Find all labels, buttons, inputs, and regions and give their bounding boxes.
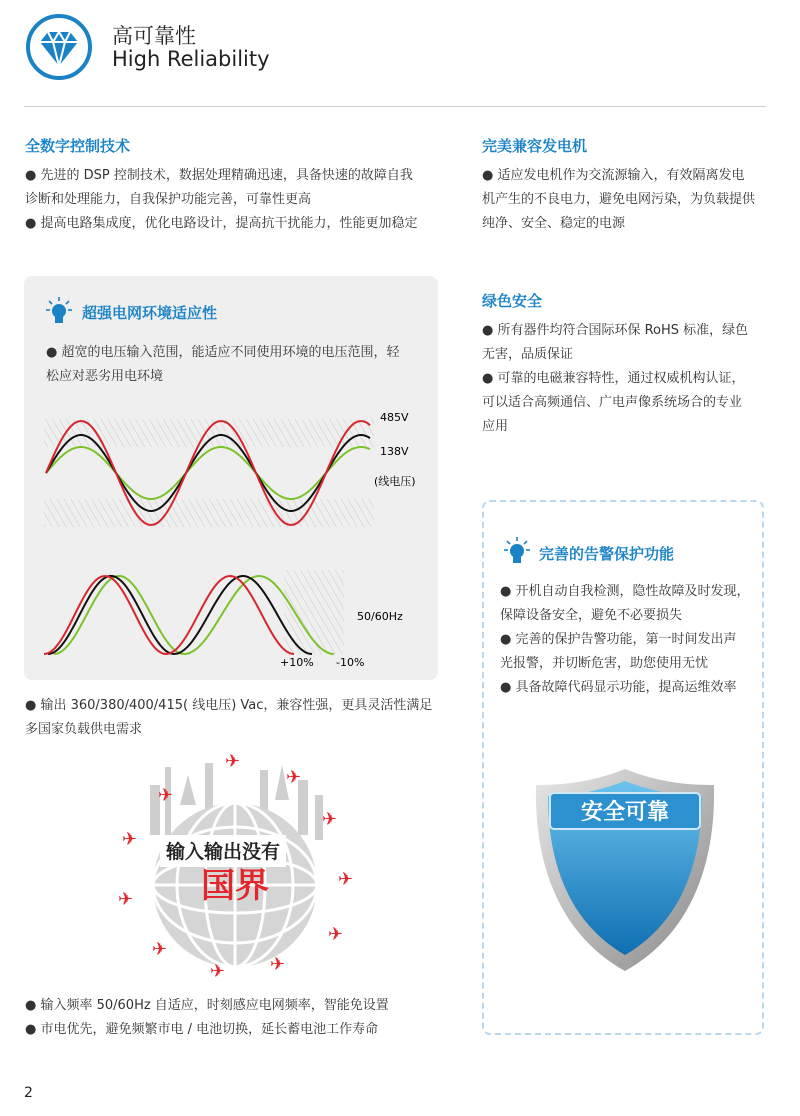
page-title-cn: 高可靠性 xyxy=(112,24,196,48)
hatch-band-bottom xyxy=(44,499,374,527)
globe-line1: 输入输出没有 xyxy=(165,841,281,863)
alarm-text xyxy=(500,580,760,700)
svg-text:✈: ✈ xyxy=(286,767,302,788)
label-minus-10: -10% xyxy=(336,656,365,669)
hatch-band-top xyxy=(44,419,374,447)
text-line: ● 超宽的电压输入范围，能适应不同使用环境的电压范围，轻 xyxy=(46,345,400,360)
section-title-grid: 超强电网环境适应性 xyxy=(82,304,218,322)
wave-red-freq xyxy=(44,576,294,654)
globe-illustration xyxy=(110,745,360,980)
text-line: ● 市电优先，避免频繁市电 / 电池切换，延长蓄电池工作寿命 xyxy=(25,1022,379,1037)
brand-logo xyxy=(26,14,92,80)
output-text xyxy=(25,694,455,742)
wave-green xyxy=(46,447,370,499)
page-number: 2 xyxy=(24,1085,33,1101)
lightbulb-icon xyxy=(504,536,530,566)
page-title-en: High Reliability xyxy=(112,47,270,71)
header-divider xyxy=(24,106,766,107)
text-line: 机产生的不良电力，避免电网污染，为负载提供 xyxy=(482,192,756,207)
text-line: ● 输出 360/380/400/415( 线电压) Vac，兼容性强，更具灵活性满足 xyxy=(25,698,433,713)
text-line: 应用 xyxy=(482,419,509,434)
svg-text:✈: ✈ xyxy=(225,751,241,772)
shield-text: 安全可靠 xyxy=(580,800,670,825)
svg-text:✈: ✈ xyxy=(152,939,168,960)
section-title-green: 绿色安全 xyxy=(482,292,543,310)
svg-text:✈: ✈ xyxy=(270,954,286,975)
text-line: 松应对恶劣用电环境 xyxy=(46,369,164,384)
text-line: ● 所有器件均符合国际环保 RoHS 标准，绿色 xyxy=(482,323,749,338)
text-line: 光报警，并切断危害，助您使用无忧 xyxy=(500,656,709,671)
svg-text:✈: ✈ xyxy=(158,785,174,806)
label-138v: 138V xyxy=(380,445,409,458)
green-text xyxy=(482,319,777,439)
text-line: ● 输入频率 50/60Hz 自适应，时刻感应电网频率，智能免设置 xyxy=(25,998,389,1013)
section-title-generator: 完美兼容发电机 xyxy=(482,137,588,155)
text-line: ● 开机自动自我检测，隐性故障及时发现， xyxy=(500,584,750,599)
text-line: ● 完善的保护告警功能，第一时间发出声 xyxy=(500,632,737,647)
text-line: 纯净、安全、稳定的电源 xyxy=(482,216,626,231)
svg-text:✈: ✈ xyxy=(328,924,344,945)
grid-text xyxy=(46,341,426,389)
text-line: 诊断和处理能力，自我保护功能完善，可靠性更高 xyxy=(25,192,312,207)
svg-text:✈: ✈ xyxy=(322,809,338,830)
text-line: ● 先进的 DSP 控制技术，数据处理精确迅速，具备快速的故障自我 xyxy=(25,168,413,183)
bottom-text xyxy=(25,994,465,1042)
text-line: ● 具备故障代码显示功能，提高运维效率 xyxy=(500,680,737,695)
section-title-alarm: 完善的告警保护功能 xyxy=(539,545,675,563)
globe-line2: 国界 xyxy=(201,866,269,906)
text-line: 无害，品质保证 xyxy=(482,347,574,362)
label-485v: 485V xyxy=(380,411,409,424)
shield-icon xyxy=(530,765,720,975)
svg-text:✈: ✈ xyxy=(122,829,138,850)
svg-text:✈: ✈ xyxy=(210,961,226,980)
label-plus-10: +10% xyxy=(280,656,314,669)
section-title-digital: 全数字控制技术 xyxy=(25,137,131,155)
svg-text:✈: ✈ xyxy=(118,889,134,910)
label-frequency: 50/60Hz xyxy=(357,610,403,623)
lightbulb-icon xyxy=(46,296,72,326)
generator-text xyxy=(482,164,772,236)
text-line: 可以适合高频通信、广电声像系统场合的专业 xyxy=(482,395,743,410)
voltage-wave-diagram xyxy=(44,405,434,535)
digital-text xyxy=(25,164,455,236)
text-line: 多国家负载供电需求 xyxy=(25,722,143,737)
frequency-wave-diagram xyxy=(44,570,434,672)
svg-text:✈: ✈ xyxy=(338,869,354,890)
label-line-voltage: (线电压) xyxy=(374,475,416,488)
text-line: ● 提高电路集成度，优化电路设计，提高抗干扰能力，性能更加稳定 xyxy=(25,216,418,231)
text-line: 保障设备安全，避免不必要损失 xyxy=(500,608,683,623)
text-line: ● 可靠的电磁兼容特性，通过权威机构认证， xyxy=(482,371,745,386)
text-line: ● 适应发电机作为交流源输入，有效隔离发电 xyxy=(482,168,745,183)
